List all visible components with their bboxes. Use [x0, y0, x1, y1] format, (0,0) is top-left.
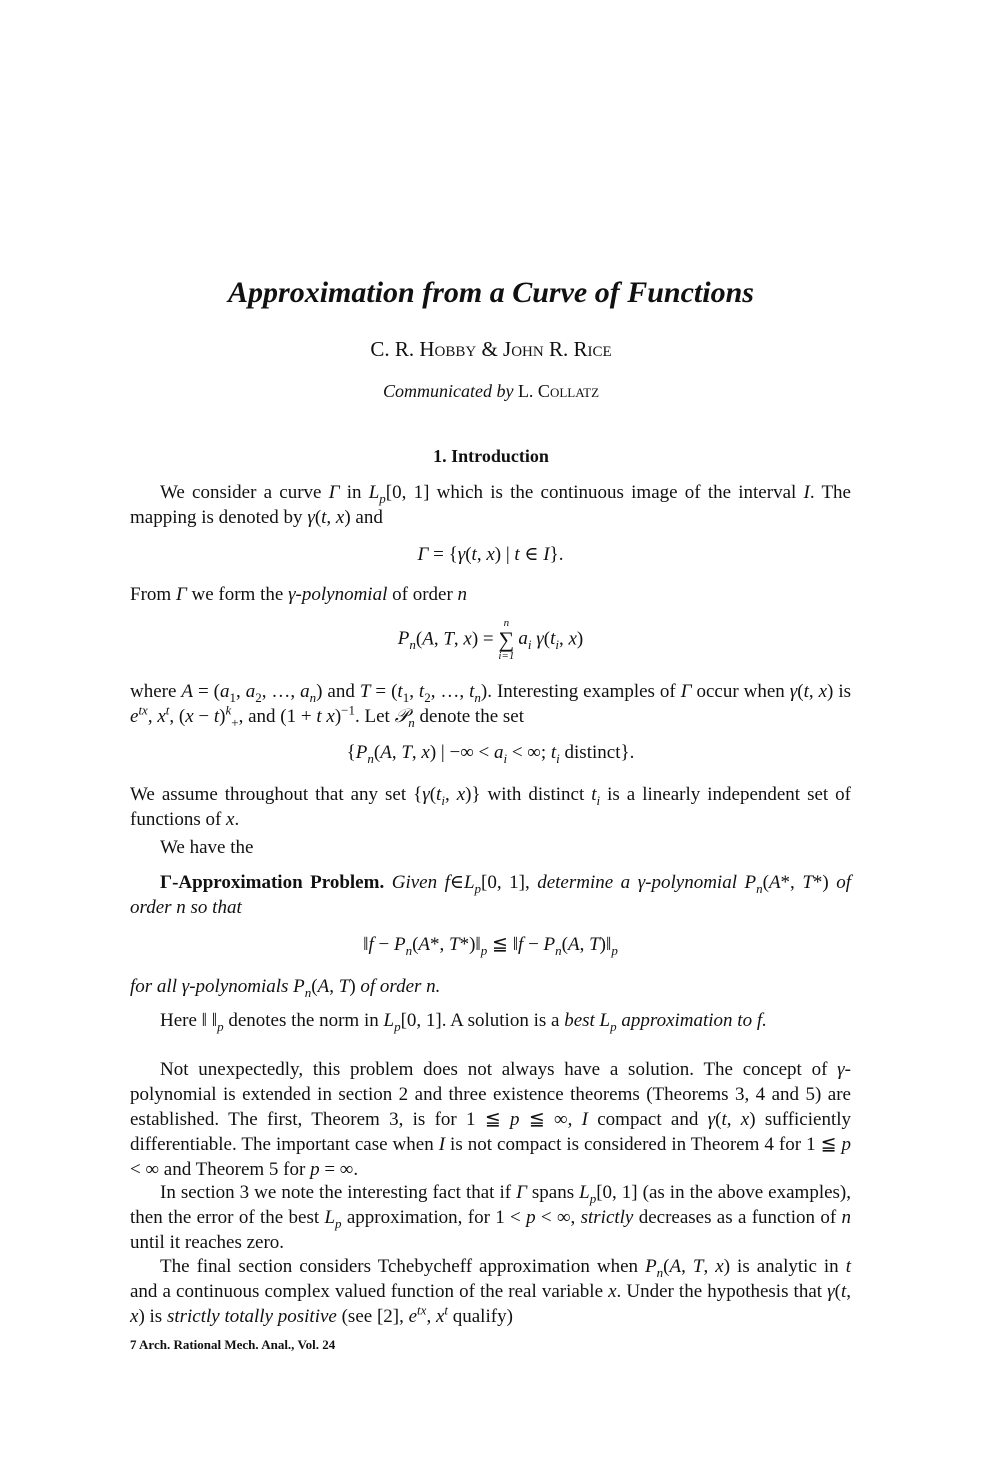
communicated-prefix: Communicated by	[382, 381, 514, 401]
paragraph-9: In section 3 we note the interesting fact that if Γ spans $L_p[0$, 1] (as in the above examples), then the error of the best $L_p$ approximation, for 1 < p < ∞, strictly decreases as a function of n until it reaches zero.	[130, 1182, 852, 1253]
communicated-name: L. Collatz	[517, 381, 600, 401]
paragraph-1: We consider a curve Γ in $L_p[0$, 1] which is the continuous image of the interval I. The mapping is denoted by γ(t, x) and	[130, 482, 851, 528]
paragraph-3: where $A = (a_1$, $a_2$, …, $a_n$) and $T = (t_1$, $t_2$, …, $t_n$). Interesting examples of Γ occur when γ(t, x) is $e^{tx}$, $x^t$, $(x - t)^k_+$, and (1 + t x)$^{-1}$. Let 𝒫$_n$ denote the set	[130, 681, 851, 730]
paragraph-4: We assume throughout that any set {$\gamma(t_i$, x)} with distinct $t_i$ is a linearly independent set of functions of x.	[130, 784, 851, 830]
summation-sign: n ∑ i=1	[498, 617, 515, 662]
paragraph-6: for all γ-polynomials $P_n(A$, T) of order n.	[130, 976, 441, 1000]
paragraph-10: The final section considers Tchebycheff approximation when $P_n(A$, T, x) is analytic in t and a continuous complex valued function of the real variable x. Under the hypothesis that γ(t, x) is strictly totally positive (see [2], $e^{tx}$, $x^t$ qualify)	[130, 1256, 851, 1327]
paragraph-7: Here ‖ $‖_p$ denotes the norm in $L_p[0$, 1]. A solution is a best $L_p$ approximation to f.	[160, 1010, 767, 1034]
equation-2: $P_n(A$, T, x) = n ∑ i=1 $a_i$ $\gamma(t_i$, x)	[397, 617, 584, 662]
paragraph-8: Not unexpectedly, this problem does not always have a solution. The concept of γ-polynomial is extended in section 2 and three existence theorems (Theorems 3, 4 and 5) are established. The first, Theorem 3, is for 1 ≦ p ≦ ∞, I compact and γ(t, x) sufficiently differentiable. The important case when I is not compact is considered in Theorem 4 for 1 ≦ p < ∞ and Theorem 5 for p = ∞.	[130, 1059, 852, 1180]
page-footer: 7 Arch. Rational Mech. Anal., Vol. 24	[130, 1337, 336, 1352]
authors: C. R. Hobby & John R. Rice	[370, 337, 612, 361]
equation-1: Γ = {γ(t, x) | t ∈ I}.	[417, 544, 564, 565]
section-heading: 1. Introduction	[433, 446, 549, 466]
problem-statement: Γ-Approximation Problem. Given $f\in L_p[0$, 1], determine a γ-polynomial $P_n(A*$, T*) of order n so that	[130, 872, 852, 918]
equation-4: ‖f − $P_n(A*$, $T*)‖_p$ ≦ ‖f − $P_n(A$, $T)‖_p$	[363, 934, 618, 958]
paper-title: Approximation from a Curve of Functions	[228, 276, 754, 309]
equation-3: {$P_n(A$, T, x) | −∞ < $a_i$ < ∞; $t_i$ distinct}.	[346, 742, 635, 766]
paragraph-2: From Γ we form the γ-polynomial of order n	[130, 584, 468, 605]
paragraph-5: We have the	[160, 837, 254, 858]
communicated-by	[0, 381, 982, 402]
